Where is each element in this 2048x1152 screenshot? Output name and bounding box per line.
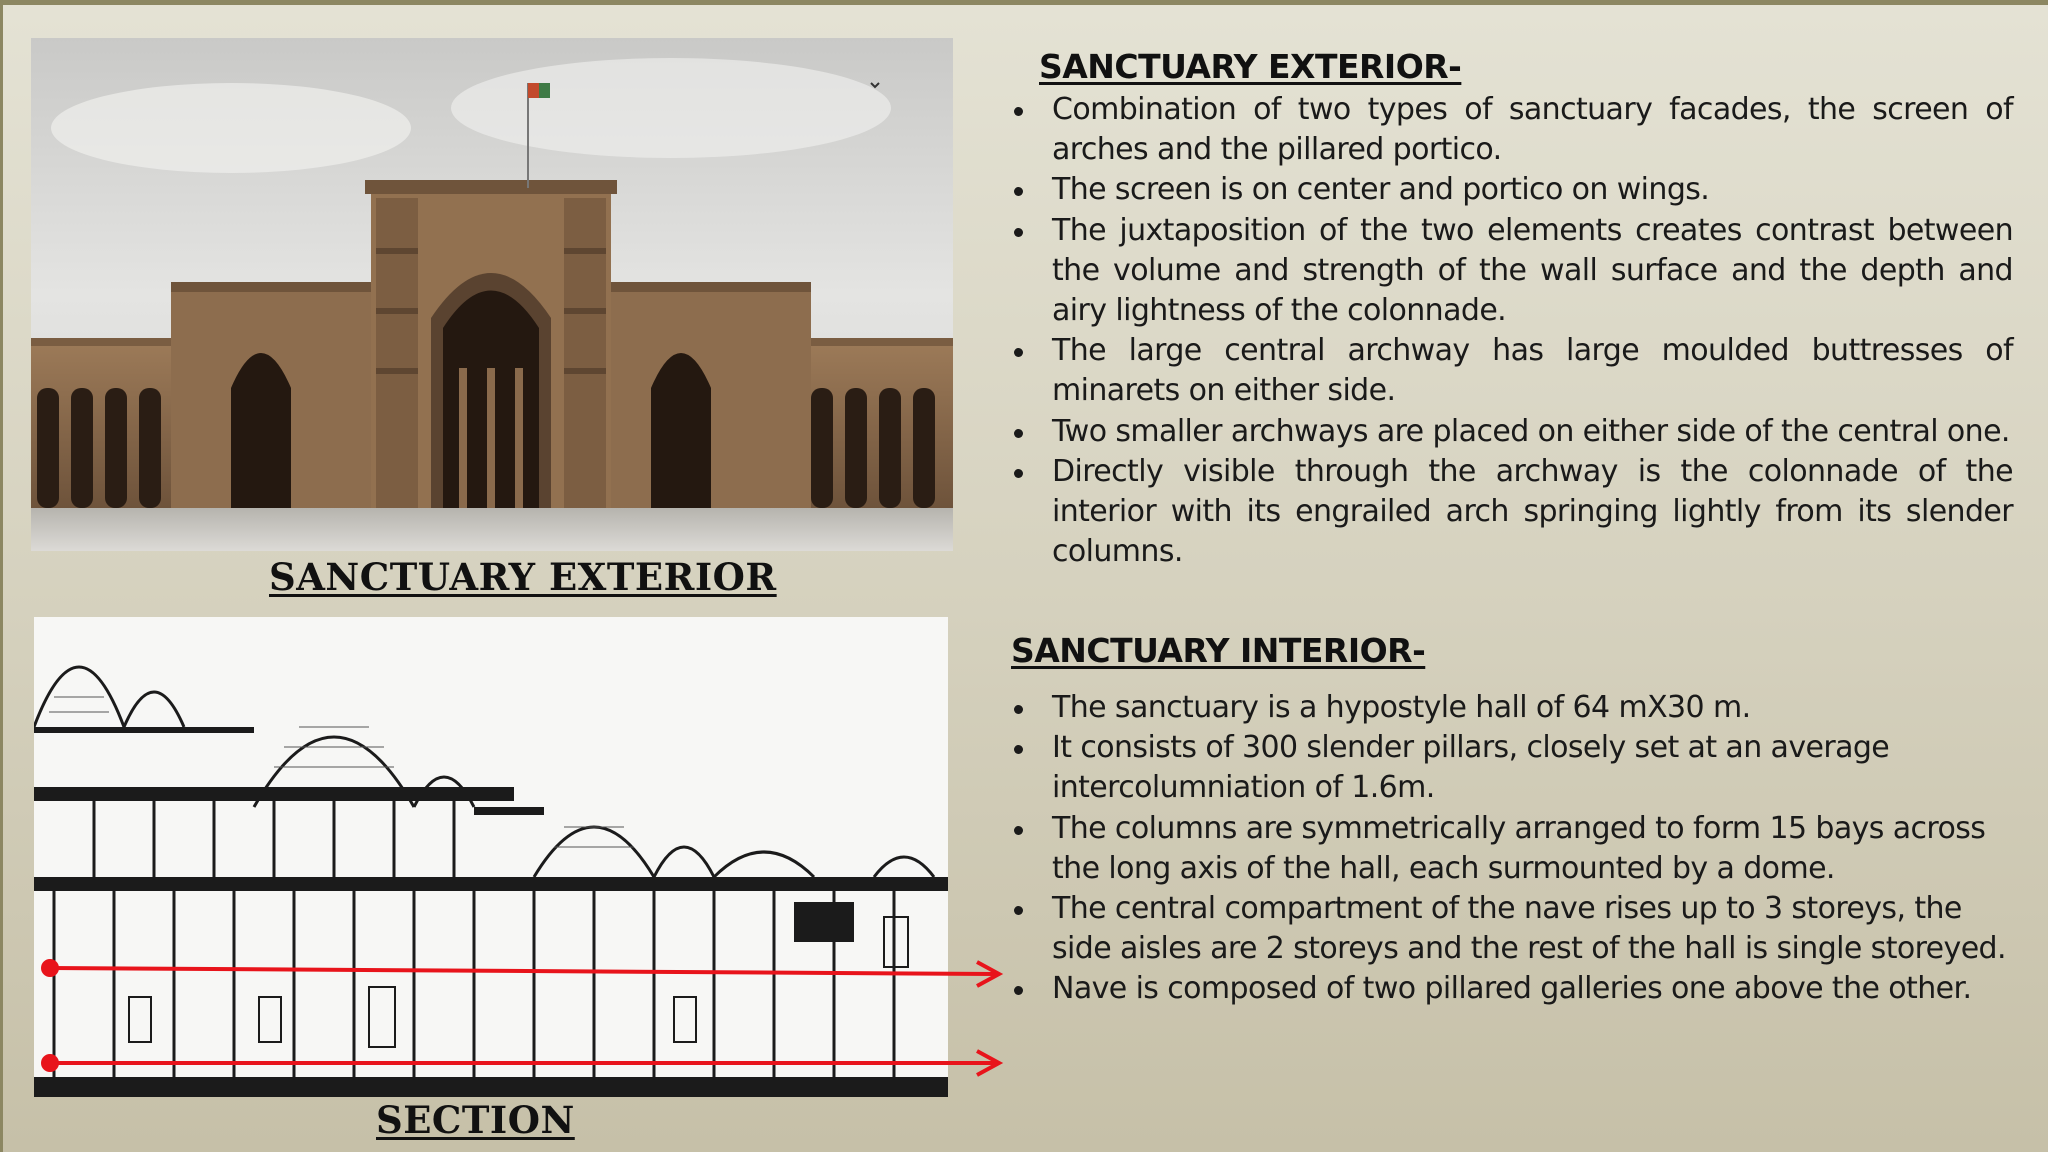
interior-bullet-list — [1011, 688, 2013, 1010]
exterior-bullet: Combination of two types of sanctuary facades, the screen of arches and the pillared portico. — [1011, 90, 2013, 170]
mosque-facade-illustration — [31, 38, 953, 551]
section-caption: SECTION — [376, 1098, 575, 1142]
interior-bullet: The sanctuary is a hypostyle hall of 64 mX30 m. — [1011, 688, 2013, 728]
photo-caption: SANCTUARY EXTERIOR — [269, 555, 777, 599]
annotation-arrows — [33, 950, 1013, 1080]
interior-bullet: The columns are symmetrically arranged to form 15 bays across the long axis of the hall, each surmounted by a dome. — [1011, 809, 2013, 889]
upper-arrow-line — [50, 968, 995, 974]
sanctuary-exterior-photo — [31, 38, 953, 551]
exterior-bullet: Two smaller archways are placed on either side of the central one. — [1011, 412, 2013, 452]
exterior-heading: SANCTUARY EXTERIOR- — [1039, 47, 1462, 86]
interior-bullet: Nave is composed of two pillared galleries one above the other. — [1011, 969, 2013, 1009]
exterior-bullet: The juxtaposition of the two elements creates contrast between the volume and strength of the wall surface and the depth and airy lightness of the colonnade. — [1011, 211, 2013, 332]
exterior-bullet: Directly visible through the archway is the colonnade of the interior with its engrailed arch springing lightly from its slender columns. — [1011, 452, 2013, 573]
exterior-bullet: The screen is on center and portico on wings. — [1011, 170, 2013, 210]
interior-bullet: The central compartment of the nave rises up to 3 storeys, the side aisles are 2 storeys and the rest of the hall is single storeyed. — [1011, 889, 2013, 969]
exterior-bullet-list — [1011, 90, 2013, 572]
interior-heading: SANCTUARY INTERIOR- — [1011, 631, 1426, 670]
exterior-bullet: The large central archway has large moulded buttresses of minarets on either side. — [1011, 331, 2013, 411]
interior-bullet: It consists of 300 slender pillars, closely set at an average intercolumniation of 1.6m. — [1011, 728, 2013, 808]
